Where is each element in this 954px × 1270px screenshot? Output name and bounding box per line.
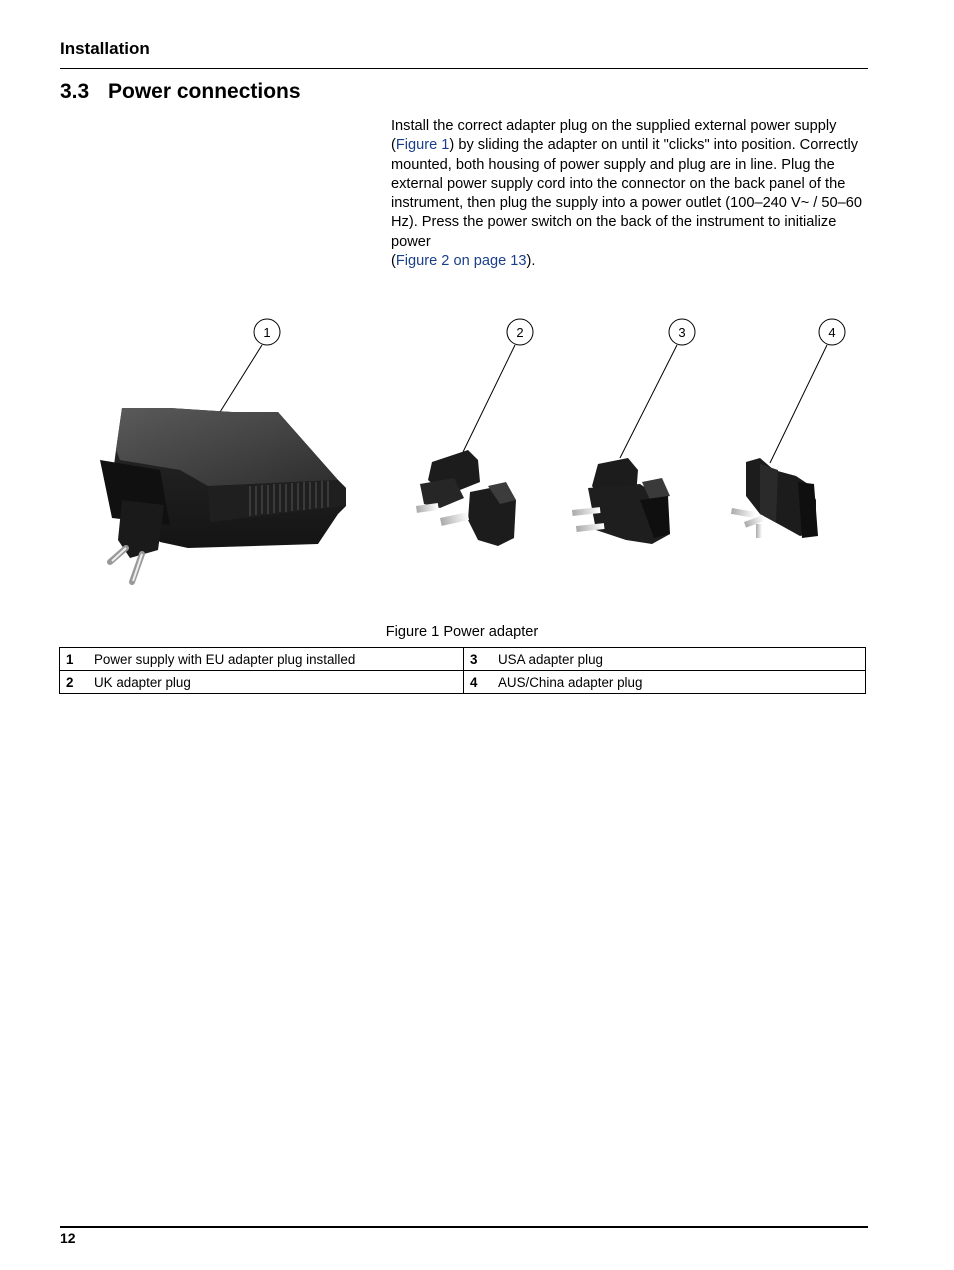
- legend-label: Power supply with EU adapter plug installed: [94, 651, 356, 667]
- callout-3: [669, 319, 695, 345]
- body-paragraph: [391, 117, 871, 271]
- legend-cell: [60, 648, 464, 671]
- legend-label: UK adapter plug: [94, 674, 191, 690]
- callout-leader-3: [620, 345, 677, 458]
- callout-number-1: 1: [263, 325, 271, 340]
- uk-adapter-plug: [416, 450, 516, 546]
- header-rule: [60, 68, 868, 69]
- power-supply-eu-plug: [100, 408, 346, 582]
- body-text-2: ) by sliding the adapter on until it "clicks" into position. Correctly mounted, both housing of power supply and plug are in line. Plug the external power supply cord into the connector on the back panel of the instrument, then plug the supply into a power outlet (100–240 V~ / 50–60 Hz). Press the power switch on the back of the instrument to initialize power: [391, 137, 862, 250]
- legend-label: USA adapter plug: [498, 651, 603, 667]
- figure-legend-table: [59, 647, 866, 694]
- legend-number: 3: [470, 651, 478, 667]
- section-title: [60, 80, 301, 104]
- callout-leader-2: [463, 345, 515, 452]
- footer-rule: [60, 1226, 868, 1228]
- legend-label: AUS/China adapter plug: [498, 674, 643, 690]
- legend-number: 2: [66, 674, 74, 690]
- legend-row: [60, 671, 866, 694]
- callout-4: [819, 319, 845, 345]
- running-header: Installation: [60, 39, 150, 58]
- body-text-1: Install the correct adapter plug on the supplied external power supply (: [391, 118, 837, 154]
- figure-1-link[interactable]: Figure 1: [395, 137, 450, 154]
- usa-adapter-plug: [572, 458, 670, 544]
- power-adapter-illustration: [60, 300, 868, 620]
- callout-2: [507, 319, 533, 345]
- callout-number-2: 2: [516, 325, 524, 340]
- callout-leader-4: [770, 345, 827, 463]
- legend-cell: [60, 671, 464, 694]
- legend-number: 4: [470, 674, 478, 690]
- power-adapter-figure: [60, 300, 868, 620]
- legend-number: 1: [66, 651, 74, 667]
- body-text-3: (: [391, 253, 396, 270]
- callout-1: [254, 319, 280, 345]
- section-number: 3.3: [60, 80, 90, 103]
- legend-row: [60, 648, 866, 671]
- aus-china-adapter-plug: [731, 458, 818, 538]
- legend-cell: [464, 671, 866, 694]
- callout-number-3: 3: [678, 325, 686, 340]
- body-text-4: ).: [526, 253, 536, 270]
- figure-caption: Figure 1 Power adapter: [385, 624, 539, 640]
- callout-number-4: 4: [828, 325, 836, 340]
- section-title-text: Power connections: [108, 80, 301, 103]
- legend-cell: [464, 648, 866, 671]
- page-number: 12: [60, 1230, 76, 1246]
- figure-2-link[interactable]: Figure 2 on page 13: [395, 253, 527, 270]
